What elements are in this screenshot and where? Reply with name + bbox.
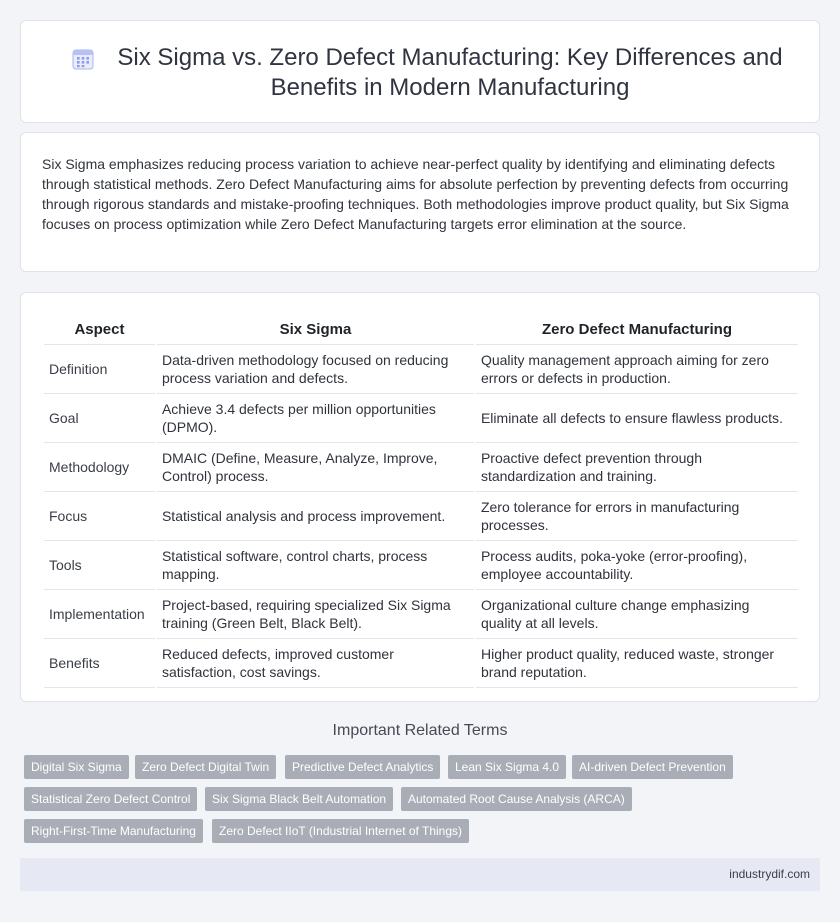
tag-zero-defect-iiot[interactable]: Zero Defect IIoT (Industrial Internet of Things) [212, 819, 469, 843]
tag-ai-driven-defect-prevention[interactable]: AI-driven Defect Prevention [572, 755, 733, 779]
table-row [44, 394, 798, 443]
row-zero-defect: Zero tolerance for errors in manufacturing processes. [476, 492, 798, 541]
table-row [44, 541, 798, 590]
table-row [44, 345, 798, 394]
row-aspect: Focus [44, 492, 155, 541]
row-six-sigma: Data-driven methodology focused on reducing process variation and defects. [157, 345, 474, 394]
comparison-card [20, 292, 820, 702]
table-row [44, 590, 798, 639]
table-row [44, 443, 798, 492]
page-title: Six Sigma vs. Zero Defect Manufacturing: Key Differences and Benefits in Modern Manufacturing [117, 44, 783, 101]
footer [20, 858, 820, 891]
tag-six-sigma-black-belt-automation[interactable]: Six Sigma Black Belt Automation [205, 787, 393, 811]
footer-site[interactable]: industrydif.com [729, 867, 810, 881]
tag-statistical-zero-defect-control[interactable]: Statistical Zero Defect Control [24, 787, 197, 811]
related-terms-title: Important Related Terms [332, 722, 508, 739]
row-zero-defect: Quality management approach aiming for zero errors or defects in production. [476, 345, 798, 394]
header-zero-defect: Zero Defect Manufacturing [476, 314, 798, 345]
tag-automated-root-cause-analysis[interactable]: Automated Root Cause Analysis (ARCA) [401, 787, 632, 811]
row-aspect: Definition [44, 345, 155, 394]
title-card [20, 20, 820, 123]
row-zero-defect: Proactive defect prevention through standardization and training. [476, 443, 798, 492]
row-zero-defect: Organizational culture change emphasizing quality at all levels. [476, 590, 798, 639]
row-six-sigma: Project-based, requiring specialized Six Sigma training (Green Belt, Black Belt). [157, 590, 474, 639]
comparison-table [42, 314, 800, 688]
row-six-sigma: Achieve 3.4 defects per million opportunities (DPMO). [157, 394, 474, 443]
tag-zero-defect-digital-twin[interactable]: Zero Defect Digital Twin [135, 755, 276, 779]
row-six-sigma: DMAIC (Define, Measure, Analyze, Improve, Control) process. [157, 443, 474, 492]
tag-right-first-time-manufacturing[interactable]: Right-First-Time Manufacturing [24, 819, 203, 843]
row-aspect: Methodology [44, 443, 155, 492]
row-six-sigma: Statistical analysis and process improvement. [157, 492, 474, 541]
row-aspect: Implementation [44, 590, 155, 639]
row-zero-defect: Process audits, poka-yoke (error-proofing), employee accountability. [476, 541, 798, 590]
row-zero-defect: Higher product quality, reduced waste, stronger brand reputation. [476, 639, 798, 688]
tag-predictive-defect-analytics[interactable]: Predictive Defect Analytics [285, 755, 440, 779]
intro-paragraph: Six Sigma emphasizes reducing process variation to achieve near-perfect quality by identifying and eliminating defects through statistical methods. Zero Defect Manufacturing aims for absolute perfection by preventing defects from occurring through rigorous standards and mistake-proofing techniques. Both methodologies improve product quality, but Six Sigma focuses on process optimization while Zero Defect Manufacturing targets error elimination at the source. [42, 156, 789, 232]
tag-digital-six-sigma[interactable]: Digital Six Sigma [24, 755, 129, 779]
table-row [44, 492, 798, 541]
table-header-row [44, 314, 798, 345]
intro-card [20, 132, 820, 272]
table-row [44, 639, 798, 688]
row-six-sigma: Reduced defects, improved customer satisfaction, cost savings. [157, 639, 474, 688]
row-aspect: Benefits [44, 639, 155, 688]
calendar-grid-icon [71, 47, 95, 71]
row-aspect: Tools [44, 541, 155, 590]
header-aspect: Aspect [44, 314, 155, 345]
row-aspect: Goal [44, 394, 155, 443]
row-zero-defect: Eliminate all defects to ensure flawless products. [476, 394, 798, 443]
tag-lean-six-sigma-4[interactable]: Lean Six Sigma 4.0 [448, 755, 566, 779]
row-six-sigma: Statistical software, control charts, process mapping. [157, 541, 474, 590]
header-six-sigma: Six Sigma [157, 314, 474, 345]
